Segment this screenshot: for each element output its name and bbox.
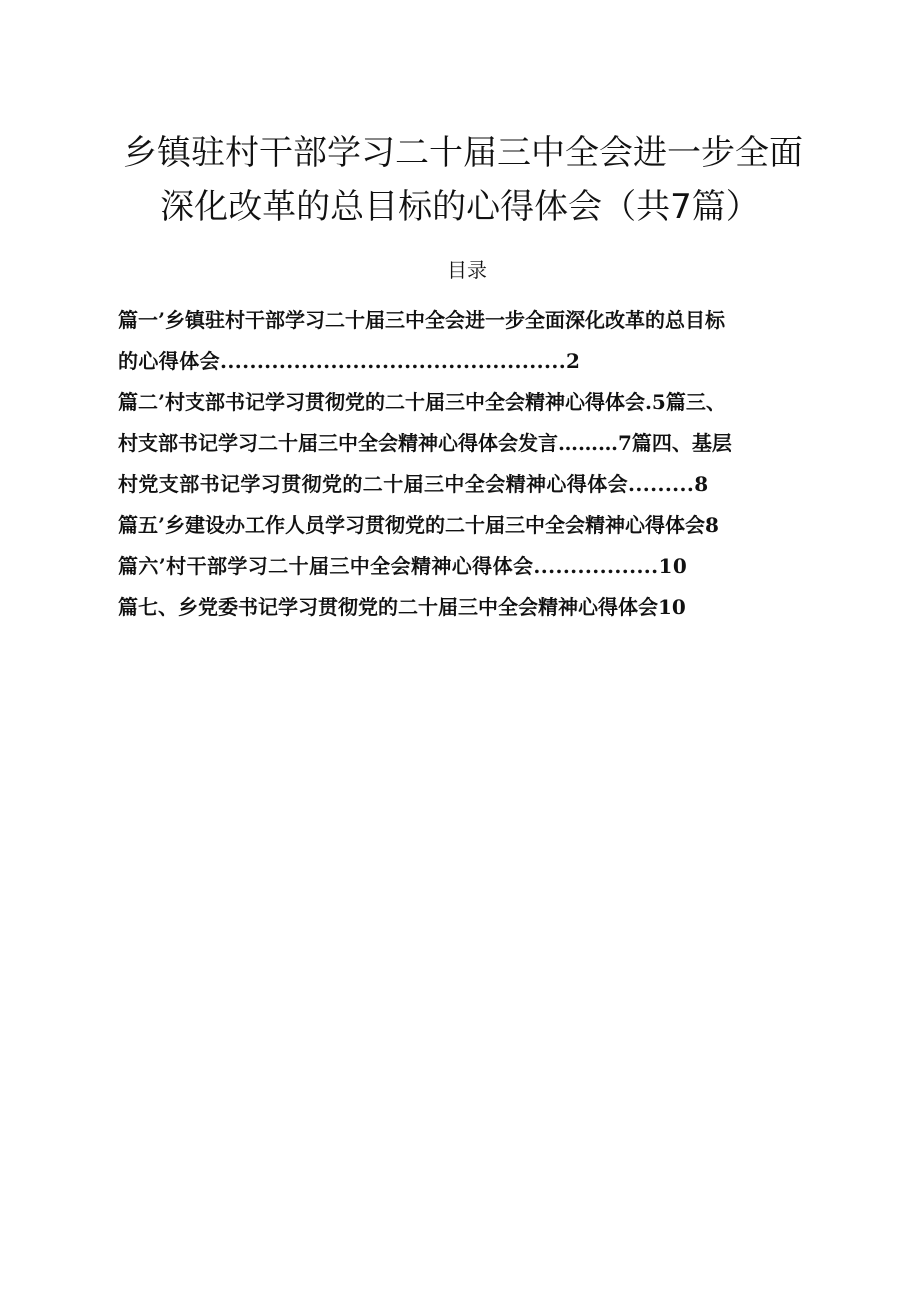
- toc-line-7[interactable]: 篇六’村干部学习二十届三中全会精神心得体会.................10: [118, 554, 688, 578]
- toc-line-3[interactable]: 篇二’村支部书记学习贯彻党的二十届三中全会精神心得体会.5篇三、: [118, 390, 726, 414]
- toc-line-2[interactable]: 的心得体会...............................................2: [118, 349, 581, 373]
- toc-heading: 目录: [447, 258, 487, 282]
- toc-line-5[interactable]: 村党支部书记学习贯彻党的二十届三中全会精神心得体会.........8: [118, 472, 709, 496]
- toc-line-8[interactable]: 篇七、乡党委书记学习贯彻党的二十届三中全会精神心得体会10: [118, 595, 686, 619]
- toc-line-1[interactable]: 篇一’乡镇驻村干部学习二十届三中全会进一步全面深化改革的总目标: [118, 308, 725, 332]
- document-title-line-2: 深化改革的总目标的心得体会（共7篇）: [160, 187, 760, 227]
- document-title-line-1: 乡镇驻村干部学习二十届三中全会进一步全面: [123, 133, 803, 173]
- document-title: [0, 126, 920, 234]
- toc-line-4[interactable]: 村支部书记学习二十届三中全会精神心得体会发言………7篇四、基层: [118, 431, 732, 455]
- table-of-contents: [118, 300, 830, 628]
- toc-line-6[interactable]: 篇五’乡建设办工作人员学习贯彻党的二十届三中全会精神心得体会8: [118, 513, 719, 537]
